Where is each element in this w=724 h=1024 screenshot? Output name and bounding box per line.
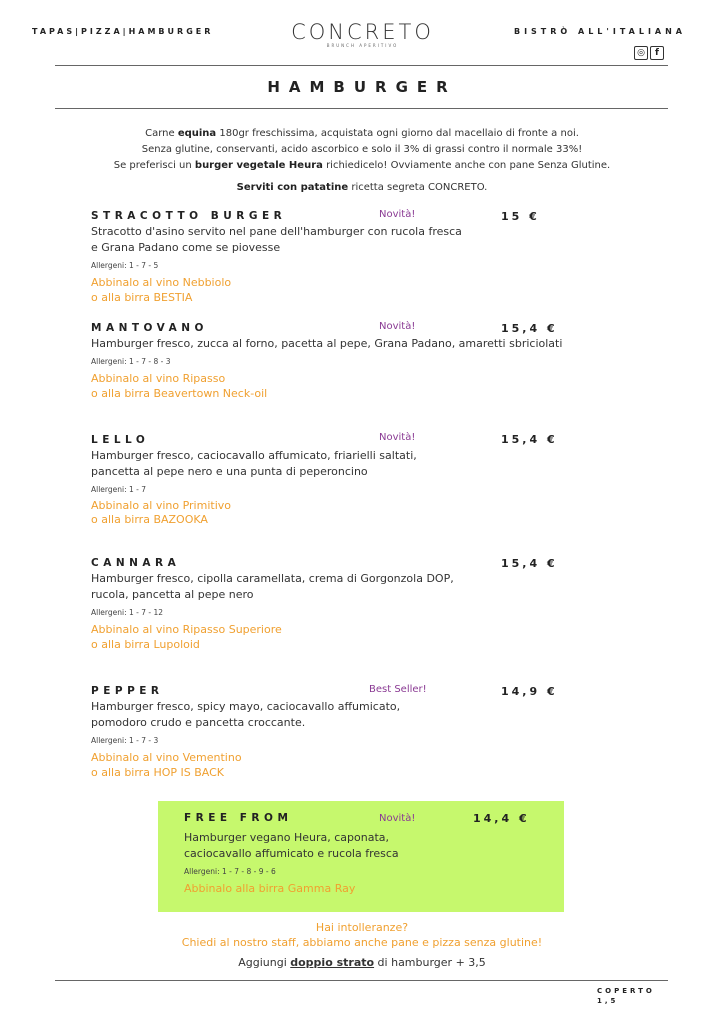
- dish-allergens: Allergeni: 1 - 7 - 12: [91, 608, 164, 617]
- intro-line-4: Serviti con patatine ricetta segreta CONCRETO.: [236, 182, 488, 193]
- page-title: HAMBURGER: [267, 78, 457, 96]
- logo: CONCRETO: [291, 20, 434, 44]
- header-divider: [55, 65, 668, 66]
- dish-allergens: Allergeni: 1 - 7 - 3: [91, 736, 159, 745]
- dish-allergens: Allergeni: 1 - 7 - 8 - 9 - 6: [184, 867, 276, 876]
- novita-badge: Novità!: [379, 321, 416, 332]
- menu-item-pepper: [91, 685, 581, 780]
- dish-allergens: Allergeni: 1 - 7: [91, 485, 147, 494]
- dish-price: 14,9 €: [501, 685, 558, 698]
- header-left-tagline: TAPAS|PIZZA|HAMBURGER: [32, 27, 214, 36]
- title-divider: [55, 108, 668, 109]
- dish-name: CANNARA: [91, 557, 181, 569]
- dish-price: 15,4 €: [501, 322, 558, 335]
- dish-price: 15 €: [501, 210, 540, 223]
- dish-pairing: Abbinalo al vino Primitivo o alla birra BAZOOKA: [91, 499, 231, 526]
- dish-pairing: Abbinalo al vino Vementino o alla birra HOP IS BACK: [91, 751, 242, 779]
- dish-allergens: Allergeni: 1 - 7 - 8 - 3: [91, 357, 171, 366]
- coperto-price: 1,5: [597, 997, 619, 1005]
- intro-line-2: Senza glutine, conservanti, acido ascorbico e solo il 3% di grassi contro il normale 33%!: [141, 144, 583, 155]
- coperto-label: COPERTO: [597, 987, 655, 995]
- intro-line-1: Carne equina 180gr freschissima, acquistata ogni giorno dal macellaio di fronte a noi.: [145, 128, 579, 139]
- dish-allergens: Allergeni: 1 - 7 - 5: [91, 261, 159, 270]
- dish-description: Hamburger fresco, zucca al forno, pacetta al pepe, Grana Padano, amaretti sbriciolati: [91, 337, 563, 350]
- dish-price: 14,4 €: [473, 812, 530, 825]
- dish-description: Stracotto d'asino servito nel pane dell'hamburger con rucola fresca e Grana Padano come se piovesse: [91, 225, 462, 254]
- dish-price: 15,4 €: [501, 433, 558, 446]
- best-seller-badge: Best Seller!: [369, 684, 427, 695]
- dish-pairing: Abbinalo al vino Nebbiolo o alla birra BESTIA: [91, 276, 232, 304]
- dish-description: Hamburger fresco, cipolla caramellata, crema di Gorgonzola DOP, rucola, pancetta al pepe nero: [91, 572, 454, 601]
- dish-price: 15,4 €: [501, 557, 558, 570]
- dish-description: Hamburger fresco, caciocavallo affumicato, friarielli saltati, pancetta al pepe nero e una punta di peperoncino: [91, 449, 417, 478]
- header-right-tagline: BISTRÒ ALL'ITALIANA: [513, 27, 686, 36]
- instagram-icon[interactable]: ◎: [634, 46, 648, 60]
- intro-text: [60, 126, 664, 196]
- menu-item-lello: [91, 434, 581, 527]
- dish-description: Hamburger vegano Heura, caponata, caciocavallo affumicato e rucola fresca: [184, 831, 399, 860]
- dish-name: FREE FROM: [184, 812, 293, 824]
- dish-name: MANTOVANO: [91, 322, 208, 334]
- menu-item-stracotto: [91, 210, 581, 305]
- dish-pairing: Abbinalo al vino Ripasso o alla birra Beavertown Neck-oil: [91, 372, 268, 400]
- facebook-icon[interactable]: f: [650, 46, 664, 60]
- intolerance-notice: Hai intolleranze? Chiedi al nostro staff, abbiamo anche pane e pizza senza glutine!: [181, 921, 543, 949]
- novita-badge: Novità!: [379, 813, 416, 824]
- intro-line-3: Se preferisci un burger vegetale Heura richiedicelo! Ovviamente anche con pane Senza Glutine.: [113, 160, 611, 171]
- novita-badge: Novità!: [379, 432, 416, 443]
- dish-description: Hamburger fresco, spicy mayo, caciocavallo affumicato, pomodoro crudo e pancetta croccante.: [91, 700, 401, 729]
- footer-divider: [55, 980, 668, 981]
- dish-pairing: Abbinalo alla birra Gamma Ray: [184, 882, 356, 895]
- novita-badge: Novità!: [379, 209, 416, 220]
- double-layer-addon: Aggiungi doppio strato di hamburger + 3,5: [238, 956, 486, 969]
- logo-subtitle: BRUNCH APERITIVO: [326, 43, 399, 48]
- dish-pairing: Abbinalo al vino Ripasso Superiore o alla birra Lupoloid: [91, 623, 282, 651]
- dish-name: LELLO: [91, 434, 150, 446]
- dish-name: STRACOTTO BURGER: [91, 210, 287, 222]
- menu-item-cannara: [91, 557, 581, 652]
- dish-name: PEPPER: [91, 685, 164, 697]
